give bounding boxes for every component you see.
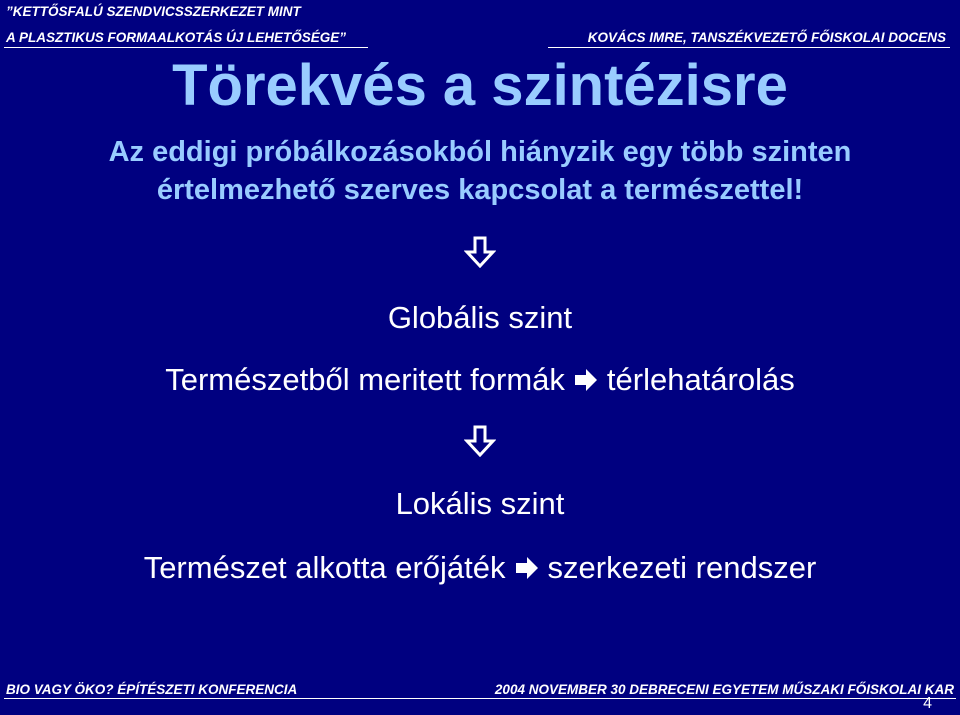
local-right-text: szerkezeti rendszer — [547, 550, 817, 585]
local-level-row — [0, 548, 960, 588]
header-underline-right — [548, 47, 950, 48]
slide-title: Törekvés a szintézisre — [172, 53, 788, 118]
local-level-label: Lokális szint — [395, 486, 565, 521]
arrow-down-icon — [464, 425, 496, 457]
header-subtitle-left: A PLASZTIKUS FORMAALKOTÁS ÚJ LEHETŐSÉGE” — [6, 30, 347, 45]
arrow-right-icon — [514, 555, 540, 581]
arrow-down-icon — [464, 236, 496, 268]
global-right-text: térlehatárolás — [606, 362, 795, 397]
footer-date-institution: 2004 NOVEMBER 30 DEBRECENI EGYETEM MŰSZAKI FŐISKOLAI KAR — [494, 682, 954, 697]
footer-conference: BIO VAGY ÖKO? ÉPÍTÉSZETI KONFERENCIA — [6, 682, 298, 697]
header-top-left: ”KETTŐSFALÚ SZENDVICSSZERKEZET MINT — [6, 4, 301, 19]
header-underline-left — [4, 47, 368, 48]
global-left-text: Természetből meritett formák — [165, 362, 565, 397]
global-level-row — [0, 360, 960, 400]
intro-text: Az eddigi próbálkozásokból hiányzik egy több szinten értelmezhető szerves kapcsolat a természettel! — [108, 136, 852, 206]
local-left-text: Természet alkotta erőjáték — [143, 550, 506, 585]
footer-underline — [4, 698, 956, 699]
arrow-right-icon — [573, 367, 599, 393]
header-author: KOVÁCS IMRE, TANSZÉKVEZETŐ FŐISKOLAI DOCENS — [587, 30, 946, 45]
page-number: 4 — [923, 695, 932, 712]
global-level-label: Globális szint — [387, 300, 573, 335]
